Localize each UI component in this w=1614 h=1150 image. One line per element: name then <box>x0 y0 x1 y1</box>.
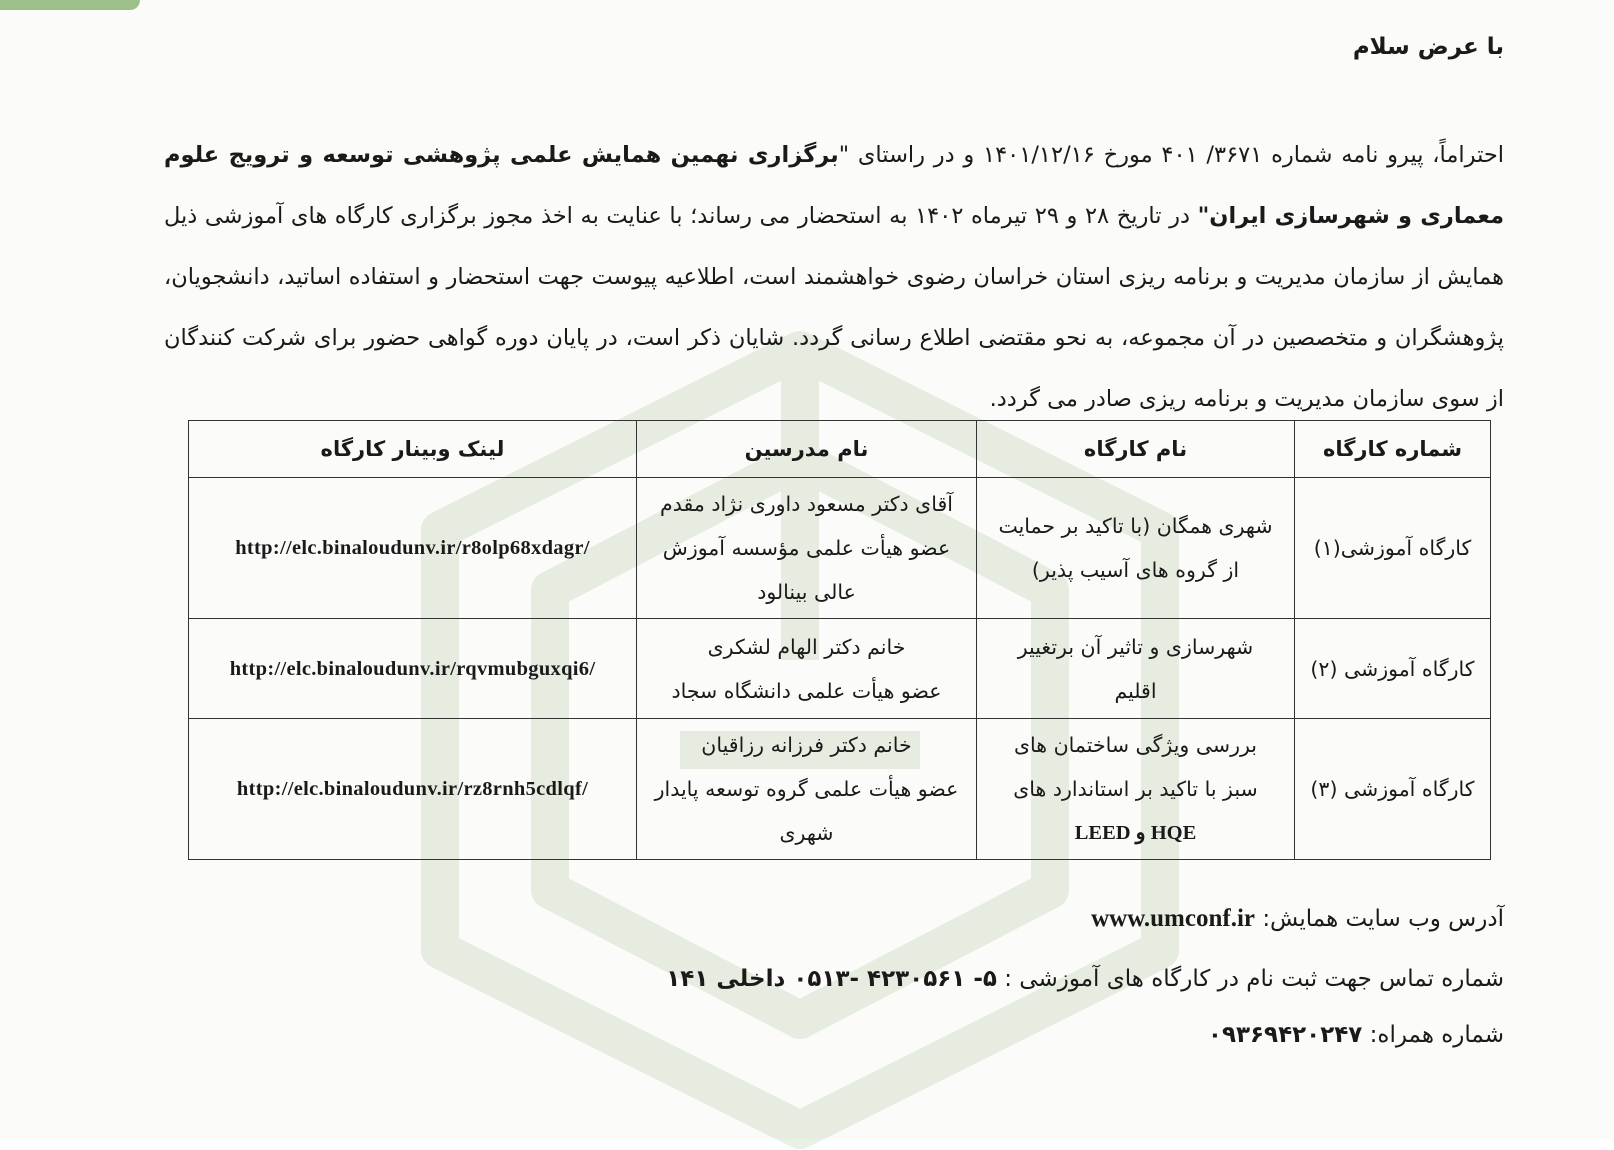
webinar-link[interactable]: http://elc.binaloudunv.ir/rz8rnh5cdlqf/ <box>189 719 637 860</box>
mobile-label: شماره همراه: <box>1369 1022 1504 1048</box>
instructor-line: عضو هیأت علمی مؤسسه آموزش <box>662 536 951 560</box>
header-webinar-link: لینک وبینار کارگاه <box>189 421 637 478</box>
workshop-name-line: شهرسازی و تاثیر آن برتغییر <box>1017 634 1254 659</box>
instructor <box>637 619 977 719</box>
workshop-name <box>977 619 1295 719</box>
table-row <box>189 719 1491 860</box>
instructor-line: عضو هیأت علمی گروه توسعه پایدار <box>654 777 959 801</box>
workshop-name-line: HQE و LEED <box>1074 822 1197 844</box>
workshop-name-line: بررسی ویژگی ساختمان های <box>1013 733 1258 757</box>
letter-body <box>164 125 1504 430</box>
workshop-name-line: سبز با تاکید بر استاندارد های <box>1013 777 1258 801</box>
conference-website-line <box>1091 905 1504 933</box>
workshop-name <box>977 719 1295 860</box>
header-workshop-name: نام کارگاه <box>977 421 1295 478</box>
workshop-number: کارگاه آموزشی (۳) <box>1295 719 1491 860</box>
header-workshop-number: شماره کارگاه <box>1295 421 1491 478</box>
instructor-line: خانم دکتر فرزانه رزاقیان <box>701 733 912 757</box>
phone-value: ۵- ۴۲۳۰۵۶۱ -۰۵۱۳ داخلی ۱۴۱ <box>666 966 997 992</box>
website-url[interactable]: www.umconf.ir <box>1091 905 1255 932</box>
registration-phone-line <box>666 966 1504 992</box>
phone-label: شماره تماس جهت ثبت نام در کارگاه های آموزشی : <box>1004 966 1504 992</box>
greeting: با عرض سلام <box>1352 34 1504 60</box>
workshop-name-line: شهری همگان (با تاکید بر حمایت <box>998 514 1273 538</box>
instructor <box>637 478 977 619</box>
instructor-line: عضو هیأت علمی دانشگاه سجاد <box>671 678 942 703</box>
workshop-name-line: از گروه های آسیب پذیر) <box>1031 558 1240 582</box>
conference-title: برگزاری نهمین همایش علمی پژوهشی توسعه و ترویج علوم معماری و شهرسازی ایران" <box>164 142 1505 229</box>
website-label: آدرس وب سایت همایش: <box>1262 906 1504 932</box>
table-header-row <box>189 421 1491 478</box>
instructor-line: آقای دکتر مسعود داوری نژاد مقدم <box>660 492 953 516</box>
instructor-line: شهری <box>779 821 834 845</box>
mobile-phone-line <box>1208 1022 1504 1048</box>
table-row <box>189 619 1491 719</box>
workshop-number: کارگاه آموزشی(۱) <box>1295 478 1491 619</box>
webinar-link[interactable]: http://elc.binaloudunv.ir/r8olp68xdagr/ <box>189 478 637 619</box>
mobile-value: ۰۹۳۶۹۴۲۰۲۴۷ <box>1207 1022 1363 1048</box>
instructor-line: خانم دکتر الهام لشکری <box>707 634 906 659</box>
workshop-name <box>977 478 1295 619</box>
body-part2: در تاریخ ۲۸ و ۲۹ تیرماه ۱۴۰۲ به استحضار می رساند؛ با عنایت به اخذ مجوز برگزاری کارگاه های آموزشی ذیل همایش از سازمان مدیریت و برنامه ریزی استان خراسان رضوی خواهشمند است، اطلاعیه پیوست جهت استحضار و استفاده اساتید، دانشجویان، پژوهشگران و متخصصین در آن مجموعه، به نحو مقتضی اطلاع رسانی گردد. شایان ذکر است، در پایان دوره گواهی حضور برای شرکت کنندگان از سوی سازمان مدیریت و برنامه ریزی صادر می گردد. <box>164 203 1504 412</box>
workshop-name-line: اقلیم <box>1114 678 1157 703</box>
table-row <box>189 478 1491 619</box>
workshops-table <box>188 420 1491 860</box>
header-instructors: نام مدرسین <box>637 421 977 478</box>
letterhead-corner-mark <box>0 0 140 10</box>
workshop-number: کارگاه آموزشی (۲) <box>1295 619 1491 719</box>
instructor <box>637 719 977 860</box>
webinar-link[interactable]: http://elc.binaloudunv.ir/rqvmubguxqi6/ <box>189 619 637 719</box>
instructor-line: عالی بینالود <box>757 580 856 604</box>
body-part1: احتراماً، پیرو نامه شماره ۳۶۷۱/ ۴۰۱ مورخ ۱۴۰۱/۱۲/۱۶ و در راستای " <box>838 142 1505 168</box>
